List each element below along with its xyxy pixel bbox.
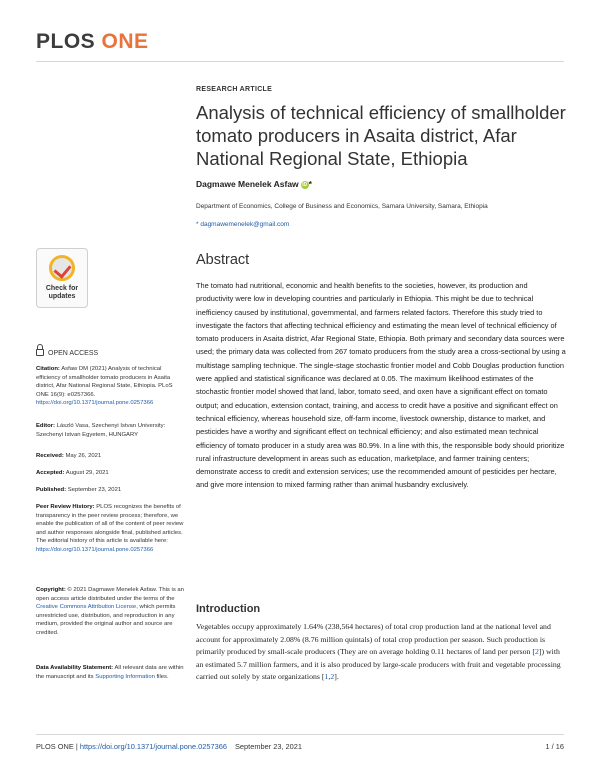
received-value: May 26, 2021 bbox=[65, 453, 102, 459]
accepted-label: Accepted: bbox=[36, 470, 65, 476]
peer-review-link[interactable]: https://doi.org/10.1371/journal.pone.0257366 bbox=[36, 546, 154, 553]
intro-part-2: ]) with an estimated 5.7 million farmers, and it is also produced by large-scale producers with fruit and vegetable processing carried out solely by state organizations [ bbox=[196, 647, 561, 682]
check-for-updates-button[interactable] bbox=[36, 248, 88, 308]
copyright-text-end: , which permits unrestricted use, distribution, and reproduction in any medium, provided the original author and source are credited. bbox=[36, 604, 176, 636]
author-line bbox=[196, 179, 312, 189]
abstract-text: The tomato had nutritional, economic and health benefits to the societies, however, its production and productivity were low in developing countries and particularly in Ethiopia. This might be due to technical inefficiency caused by institutional, governmental, and farmers related factors. Therefore this study tried to investigate the factors that affecting technical efficiency and estimating the mean level of technical efficiency of tomato producers in Asaita district, Afar Regional State, Ethiopia. Both primary and secondary data sources were used; the primary data was collected from 267 tomato producers from the study area a cross-sectional by using a multistage sampling technique. The single-stage stochastic frontier model and Cobb Douglas production function were applied and statistical significance was declared at 0.05. The maximum likelihood estimates of the stochastic frontier model showed that land, labor, tomato seed, and oxen have a significant effect on tomato output; and education, extension contact, training, and access to credit have a positive and significant effect on technical efficiency, whereas household size, off-farm income, livestock ownership, distance to market, and pesticides have a worthy and significant effect on technical efficiency; and also estimated mean technical efficiency of tomato producer in a study area was 80.9%. In a line with this, the responsible body should prioritize rural infrastructure development in areas such as education, marketplace, and farmer training centers; demonstrate access to credit and extension services; use the recommended amount of pesticides per hectare, and give more intension to mixed farming rather than animal husbandry exclusively. bbox=[196, 281, 566, 490]
open-access-badge bbox=[36, 348, 98, 357]
author-mark: * bbox=[308, 179, 312, 189]
copyright-block bbox=[36, 586, 184, 638]
received-date bbox=[36, 452, 184, 461]
citation-text: Asfaw DM (2021) Analysis of technical efficiency of smallholder tomato producers in Asaita district, Afar National Regional State, Ethiopia. PLoS ONE 16(9): e0257366. bbox=[36, 366, 173, 398]
peer-review-block bbox=[36, 503, 184, 555]
orcid-icon[interactable]: iD bbox=[302, 181, 308, 188]
citation-label: Citation: bbox=[36, 366, 60, 372]
page-footer bbox=[36, 742, 302, 751]
check-updates-label bbox=[37, 285, 87, 301]
header-divider bbox=[36, 61, 564, 62]
reference-link[interactable]: 2 bbox=[330, 672, 335, 682]
logo-one: ONE bbox=[101, 30, 149, 53]
peer-review-text: PLOS recognizes the benefits of transparency in the peer review process; therefore, we enable the publication of all of the content of peer review and author responses alongside final, published articles. The editorial history of this article is available here: bbox=[36, 504, 184, 545]
footer-doi-link[interactable]: https://doi.org/10.1371/journal.pone.0257366 bbox=[79, 742, 227, 751]
introduction-text bbox=[196, 621, 566, 684]
intro-part-3: ]. bbox=[334, 672, 339, 682]
logo-plos: PLOS bbox=[36, 30, 96, 53]
author-name[interactable]: Dagmawe Menelek Asfaw bbox=[196, 179, 299, 189]
editor-label: Editor: bbox=[36, 423, 55, 429]
footer-date: September 23, 2021 bbox=[235, 742, 302, 751]
editor-text: László Vasa, Szechenyi Istvan University: Szechenyi Istvan Egyetem, HUNGARY bbox=[36, 423, 166, 438]
open-lock-icon bbox=[36, 349, 44, 356]
footer-journal: PLOS ONE bbox=[36, 742, 74, 751]
published-label: Published: bbox=[36, 487, 67, 493]
copyright-label: Copyright: bbox=[36, 587, 66, 593]
introduction-heading: Introduction bbox=[196, 603, 261, 615]
footer-separator: | bbox=[73, 742, 80, 751]
check-updates-line1: Check for bbox=[45, 285, 79, 292]
reference-link[interactable]: 1 bbox=[324, 672, 329, 682]
journal-logo bbox=[36, 30, 149, 54]
data-availability-text: All relevant data are within the manuscript and its bbox=[36, 665, 184, 680]
received-label: Received: bbox=[36, 453, 64, 459]
license-link[interactable]: Creative Commons Attribution License bbox=[36, 604, 137, 611]
affiliation: Department of Economics, College of Business and Economics, Samara University, Samara, Ethiopia bbox=[196, 203, 488, 210]
supporting-info-link[interactable]: Supporting Information bbox=[95, 673, 155, 680]
open-access-label: OPEN ACCESS bbox=[48, 350, 99, 357]
intro-part-1: Vegetables occupy approximately 1.64% (238,564 hectares) of total crop production land at the national level and account for approximately 2.08% (8.76 million quintals) of total crop production per season. Such production is primarily produced by small-scale producers (They are on average holding 0.11 hectares of land per person [ bbox=[196, 622, 551, 657]
article-type: RESEARCH ARTICLE bbox=[196, 86, 273, 93]
article-title: Analysis of technical efficiency of smallholder tomato producers in Asaita district, Afar National Regional State, Ethiopia bbox=[196, 102, 566, 169]
published-date bbox=[36, 486, 184, 495]
page-number: 1 / 16 bbox=[545, 742, 564, 751]
citation-block bbox=[36, 365, 184, 408]
check-updates-icon bbox=[49, 255, 75, 281]
copyright-text: © 2021 Dagmawe Menelek Asfaw. This is an open access article distributed under the terms of the bbox=[36, 587, 184, 602]
check-updates-line2: updates bbox=[48, 293, 76, 300]
ref-separator: , bbox=[328, 672, 331, 682]
accepted-value: August 29, 2021 bbox=[65, 470, 109, 476]
data-availability-end: files. bbox=[156, 673, 169, 680]
editor-block bbox=[36, 422, 184, 439]
author-email[interactable]: * dagmawemenelek@gmail.com bbox=[196, 221, 290, 228]
reference-link[interactable]: 2 bbox=[534, 647, 539, 657]
footer-divider bbox=[36, 734, 564, 735]
data-availability-label: Data Availability Statement: bbox=[36, 665, 114, 671]
abstract-heading: Abstract bbox=[196, 252, 250, 268]
peer-review-label: Peer Review History: bbox=[36, 504, 95, 510]
citation-doi-link[interactable]: https://doi.org/10.1371/journal.pone.0257366 bbox=[36, 400, 154, 407]
data-availability-block bbox=[36, 664, 184, 681]
accepted-date bbox=[36, 469, 184, 478]
published-value: September 23, 2021 bbox=[67, 487, 122, 493]
